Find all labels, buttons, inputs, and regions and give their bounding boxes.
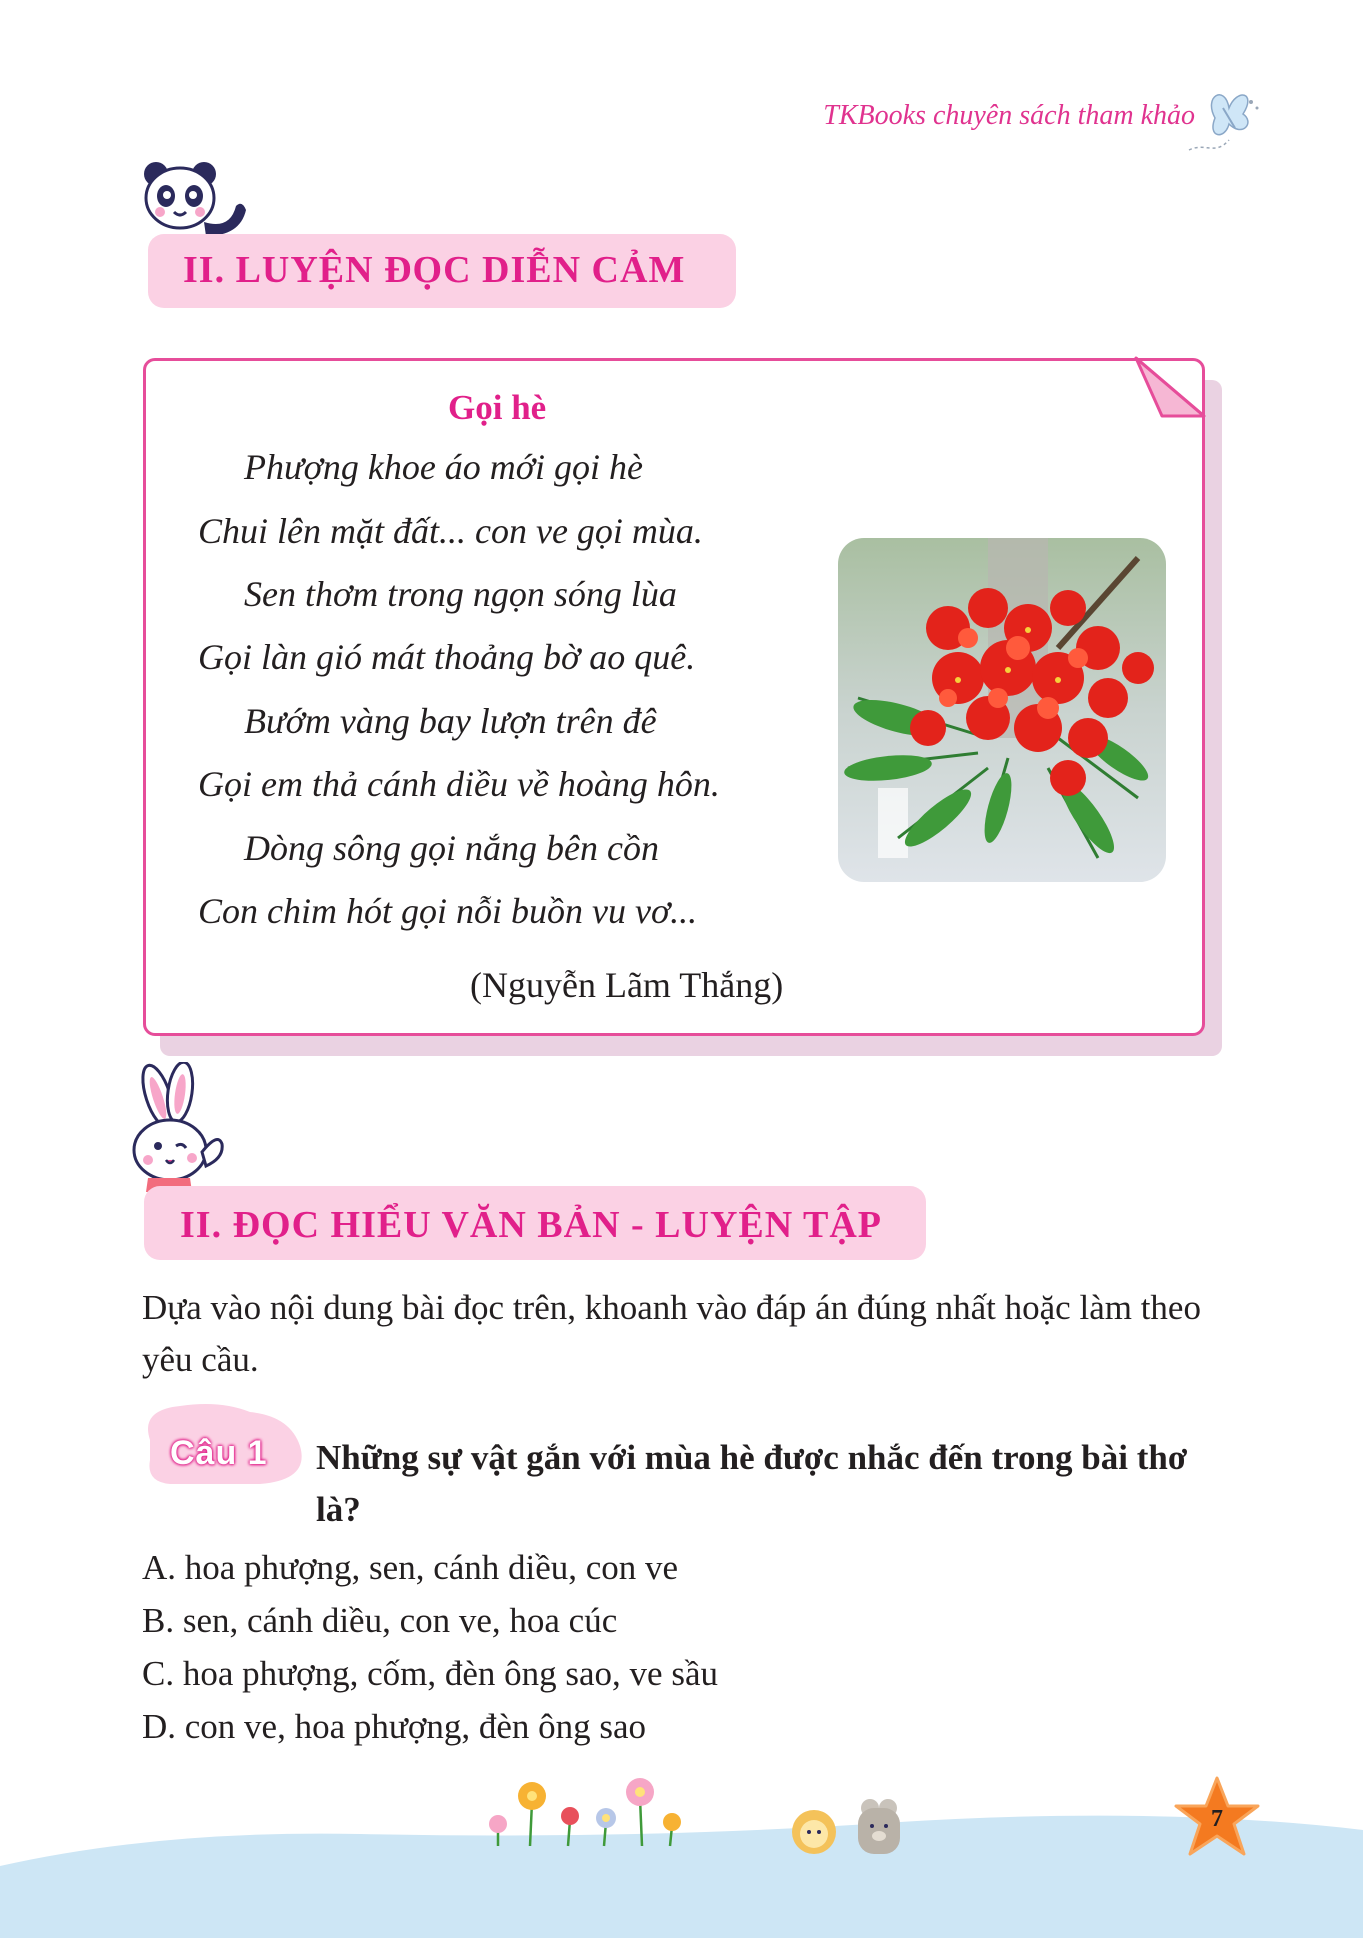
page-fold-icon (1134, 354, 1214, 420)
animals-decoration-icon (786, 1794, 906, 1856)
section-title-reading: II. LUYỆN ĐỌC DIỄN CẢM (148, 234, 736, 308)
header-brand: TKBooks chuyên sách tham khảo (823, 100, 1195, 131)
answer-option-a[interactable]: A. hoa phượng, sen, cánh diều, con ve (142, 1548, 679, 1587)
poem-line: Gọi em thả cánh diều về hoàng hôn. (198, 764, 720, 804)
section-title-comprehension: II. ĐỌC HIỂU VĂN BẢN - LUYỆN TẬP (144, 1186, 926, 1260)
question-text: Những sự vật gắn với mùa hè được nhắc đến trong bài thơ là? (316, 1438, 1188, 1529)
panda-mascot-icon (140, 160, 248, 240)
butterfly-icon (1185, 78, 1265, 162)
flowers-decoration-icon (480, 1768, 690, 1848)
poem-author: (Nguyễn Lãm Thắng) (470, 965, 784, 1005)
flamboyant-flower-image (838, 538, 1166, 882)
page-number: 7 (1211, 1806, 1223, 1832)
poem-line: Phượng khoe áo mới gọi hè (244, 447, 643, 487)
poem-line: Bướm vàng bay lượn trên đê (244, 701, 657, 741)
poem-line: Dòng sông gọi nắng bên cồn (244, 828, 659, 868)
answer-option-b[interactable]: B. sen, cánh diều, con ve, hoa cúc (142, 1601, 618, 1640)
answer-option-d[interactable]: D. con ve, hoa phượng, đèn ông sao (142, 1707, 647, 1746)
poem-line: Chui lên mặt đất... con ve gọi mùa. (198, 511, 703, 551)
answer-option-c[interactable]: C. hoa phượng, cốm, đèn ông sao, ve sầu (142, 1654, 718, 1693)
bunny-mascot-icon (118, 1062, 230, 1192)
poem-title: Gọi hè (448, 388, 547, 427)
question-badge: Câu 1 (170, 1434, 268, 1472)
poem-line: Con chim hót gọi nỗi buồn vu vơ... (198, 891, 698, 931)
poem-line: Gọi làn gió mát thoảng bờ ao quê. (198, 637, 696, 677)
instructions-text: Dựa vào nội dung bài đọc trên, khoanh vào đáp án đúng nhất hoặc làm theo yêu cầu. (142, 1288, 1201, 1379)
poem-line: Sen thơm trong ngọn sóng lùa (244, 574, 677, 614)
